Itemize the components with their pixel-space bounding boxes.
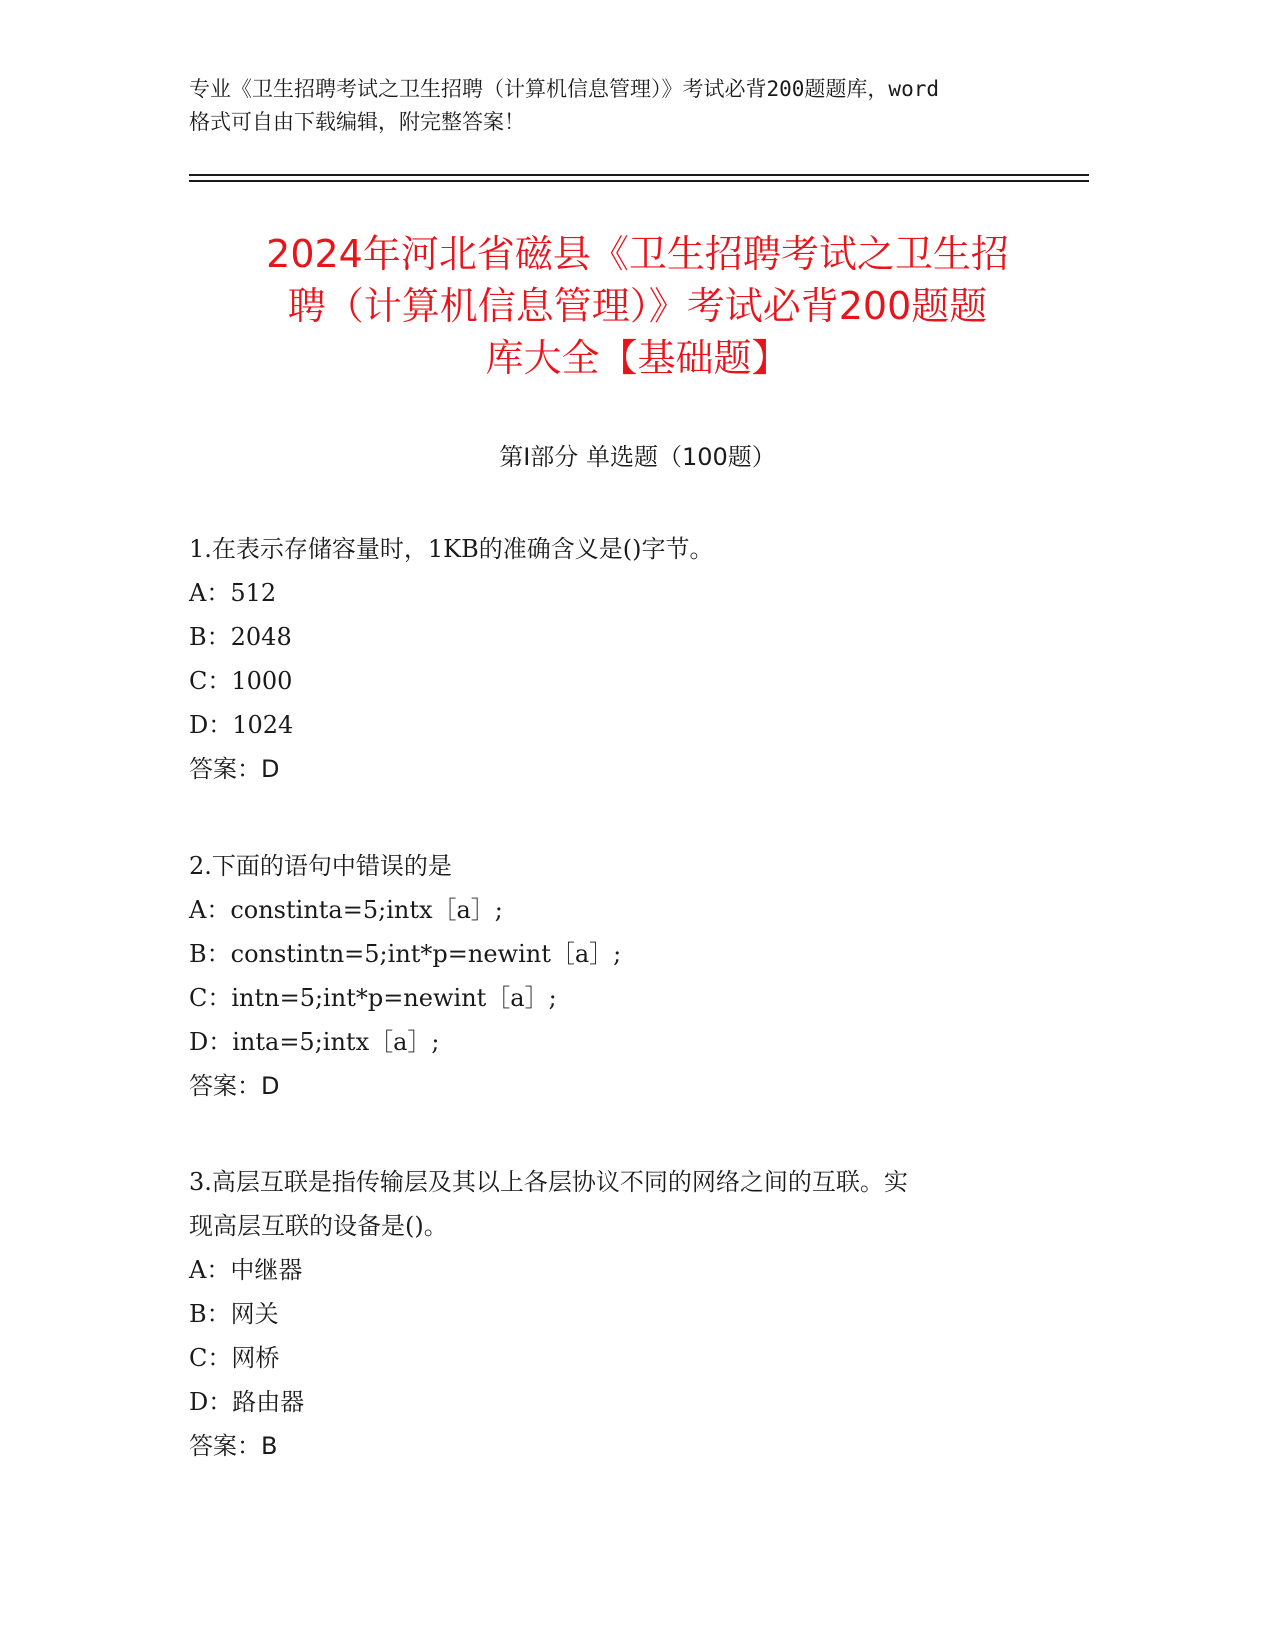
title-line-3: 库大全【基础题】 bbox=[485, 336, 790, 380]
question-stem: 1.在表示存储容量时，1KB的准确含义是()字节。 bbox=[189, 535, 714, 563]
option-a: A：中继器 bbox=[189, 1256, 303, 1284]
question-stem: 2.下面的语句中错误的是 bbox=[189, 852, 452, 880]
title-line-2: 聘（计算机信息管理）》考试必背200题题 bbox=[287, 284, 988, 328]
header-note-line-1: 专业《卫生招聘考试之卫生招聘（计算机信息管理）》考试必背200题题库，word bbox=[189, 77, 939, 101]
title-line-1: 2024年河北省磁县《卫生招聘考试之卫生招 bbox=[266, 232, 1009, 276]
option-d: D：1024 bbox=[189, 711, 294, 739]
answer-line: 答案：D bbox=[189, 1072, 280, 1100]
option-b: B：constintn=5;int*p=newint［a］; bbox=[189, 940, 622, 968]
option-b: B：2048 bbox=[189, 623, 292, 651]
header-note bbox=[189, 73, 1089, 139]
option-b: B：网关 bbox=[189, 1300, 279, 1328]
question-3 bbox=[189, 1160, 1089, 1468]
option-c: C：网桥 bbox=[189, 1344, 280, 1372]
section-heading: 第Ⅰ部分 单选题（100题） bbox=[499, 443, 776, 471]
option-a: A：constinta=5;intx［a］; bbox=[189, 896, 503, 924]
option-d: D：inta=5;intx［a］; bbox=[189, 1028, 440, 1056]
question-2 bbox=[189, 844, 1089, 1108]
option-c: C：1000 bbox=[189, 667, 293, 695]
option-d: D：路由器 bbox=[189, 1388, 305, 1416]
document-title bbox=[160, 228, 1115, 384]
option-a: A：512 bbox=[189, 579, 277, 607]
question-1 bbox=[189, 527, 1089, 791]
option-c: C：intn=5;int*p=newint［a］; bbox=[189, 984, 557, 1012]
answer-line: 答案：B bbox=[189, 1432, 278, 1460]
header-rule-top bbox=[189, 174, 1089, 176]
header-note-line-2: 格式可自由下载编辑，附完整答案！ bbox=[189, 110, 525, 134]
question-stem-line-1: 3.高层互联是指传输层及其以上各层协议不同的网络之间的互联。实 bbox=[189, 1168, 908, 1196]
question-stem-line-2: 现高层互联的设备是()。 bbox=[189, 1212, 448, 1240]
answer-line: 答案：D bbox=[189, 755, 280, 783]
header-rule-bottom bbox=[189, 180, 1089, 182]
